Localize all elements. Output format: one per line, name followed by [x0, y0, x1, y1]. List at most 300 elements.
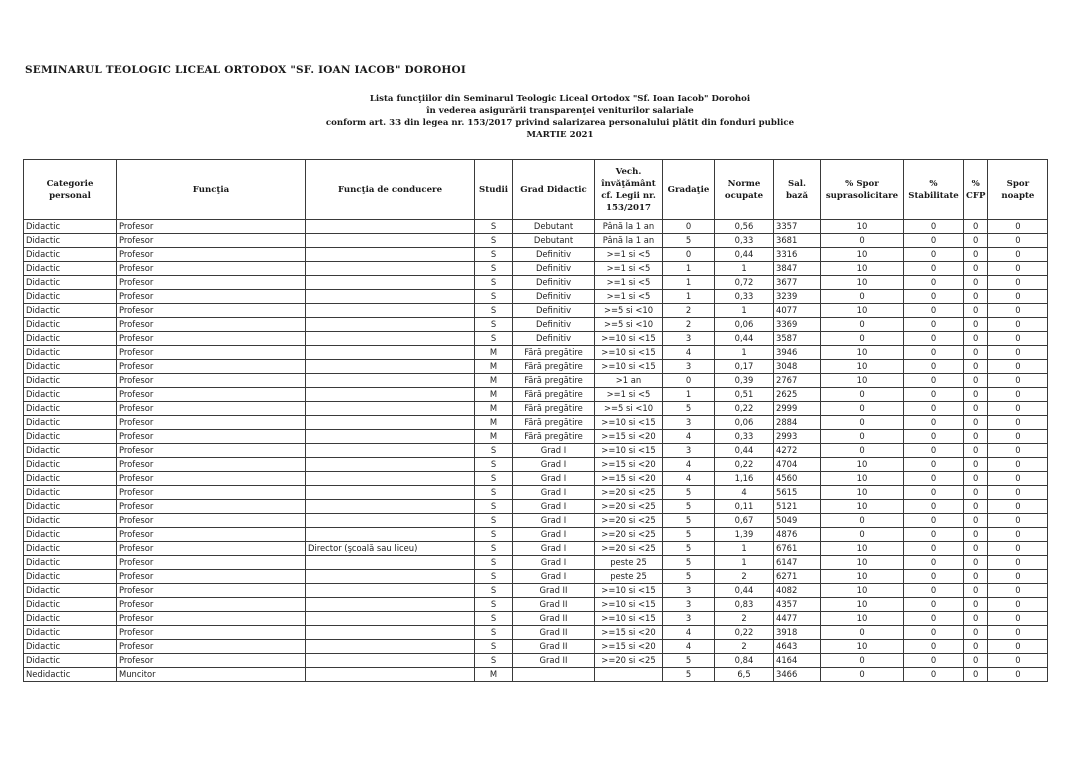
cell-gradatie: 5 — [663, 514, 715, 528]
cell-grad-didactic: Grad I — [513, 444, 595, 458]
salary-table — [23, 159, 1048, 682]
cell-functia-conducere — [306, 346, 475, 360]
cell-vechime: >1 an — [595, 374, 663, 388]
cell-categorie: Didactic — [24, 556, 117, 570]
cell-vechime: >=5 si <10 — [595, 304, 663, 318]
cell-stabilitate: 0 — [904, 248, 964, 262]
cell-cfp: 0 — [964, 612, 988, 626]
cell-cfp: 0 — [964, 654, 988, 668]
cell-studii: M — [475, 388, 513, 402]
cell-sal-baza: 3048 — [774, 360, 821, 374]
table-row — [24, 584, 1048, 598]
cell-stabilitate: 0 — [904, 654, 964, 668]
cell-sal-baza: 2884 — [774, 416, 821, 430]
cell-norme: 2 — [715, 612, 774, 626]
cell-functia: Profesor — [117, 276, 306, 290]
cell-grad-didactic: Debutant — [513, 220, 595, 234]
cell-cfp: 0 — [964, 402, 988, 416]
cell-functia: Profesor — [117, 430, 306, 444]
cell-categorie: Didactic — [24, 514, 117, 528]
cell-functia-conducere — [306, 556, 475, 570]
cell-gradatie: 3 — [663, 416, 715, 430]
header-functia: Funcţia — [117, 160, 306, 220]
cell-grad-didactic: Fără pregătire — [513, 374, 595, 388]
cell-sal-baza: 4164 — [774, 654, 821, 668]
cell-spor-noapte: 0 — [988, 486, 1048, 500]
cell-cfp: 0 — [964, 668, 988, 682]
cell-functia-conducere — [306, 626, 475, 640]
cell-vechime: >=10 si <15 — [595, 584, 663, 598]
cell-functia-conducere — [306, 598, 475, 612]
cell-grad-didactic — [513, 668, 595, 682]
cell-vechime: >=15 si <20 — [595, 430, 663, 444]
cell-sal-baza: 6761 — [774, 542, 821, 556]
table-row — [24, 626, 1048, 640]
cell-grad-didactic: Grad I — [513, 556, 595, 570]
cell-vechime: >=20 si <25 — [595, 542, 663, 556]
cell-functia: Profesor — [117, 626, 306, 640]
cell-norme: 0,84 — [715, 654, 774, 668]
table-row — [24, 500, 1048, 514]
cell-stabilitate: 0 — [904, 598, 964, 612]
cell-gradatie: 5 — [663, 486, 715, 500]
cell-spor-suprasolicitare: 0 — [821, 444, 904, 458]
cell-vechime: >=15 si <20 — [595, 640, 663, 654]
cell-grad-didactic: Definitiv — [513, 290, 595, 304]
cell-studii: S — [475, 612, 513, 626]
cell-cfp: 0 — [964, 528, 988, 542]
cell-categorie: Didactic — [24, 444, 117, 458]
cell-cfp: 0 — [964, 388, 988, 402]
cell-vechime: >=20 si <25 — [595, 528, 663, 542]
cell-stabilitate: 0 — [904, 290, 964, 304]
cell-categorie: Didactic — [24, 500, 117, 514]
cell-vechime: >=5 si <10 — [595, 402, 663, 416]
table-row — [24, 360, 1048, 374]
cell-stabilitate: 0 — [904, 500, 964, 514]
cell-grad-didactic: Fără pregătire — [513, 430, 595, 444]
cell-stabilitate: 0 — [904, 640, 964, 654]
cell-spor-noapte: 0 — [988, 444, 1048, 458]
cell-functia-conducere — [306, 402, 475, 416]
table-row — [24, 486, 1048, 500]
cell-functia-conducere — [306, 234, 475, 248]
cell-functia: Profesor — [117, 458, 306, 472]
cell-grad-didactic: Grad II — [513, 612, 595, 626]
cell-functia-conducere — [306, 332, 475, 346]
cell-stabilitate: 0 — [904, 402, 964, 416]
cell-stabilitate: 0 — [904, 472, 964, 486]
cell-functia-conducere — [306, 430, 475, 444]
cell-gradatie: 5 — [663, 528, 715, 542]
cell-cfp: 0 — [964, 584, 988, 598]
cell-grad-didactic: Grad I — [513, 528, 595, 542]
header-gradatie: Gradaţie — [663, 160, 715, 220]
cell-functia-conducere — [306, 248, 475, 262]
table-row — [24, 528, 1048, 542]
cell-cfp: 0 — [964, 458, 988, 472]
cell-categorie: Didactic — [24, 374, 117, 388]
cell-functia: Profesor — [117, 346, 306, 360]
cell-stabilitate: 0 — [904, 528, 964, 542]
cell-categorie: Didactic — [24, 528, 117, 542]
table-row — [24, 416, 1048, 430]
cell-grad-didactic: Grad I — [513, 570, 595, 584]
cell-stabilitate: 0 — [904, 542, 964, 556]
cell-spor-noapte: 0 — [988, 290, 1048, 304]
cell-cfp: 0 — [964, 276, 988, 290]
table-row — [24, 262, 1048, 276]
cell-spor-noapte: 0 — [988, 318, 1048, 332]
document-heading — [250, 93, 870, 141]
cell-categorie: Didactic — [24, 234, 117, 248]
cell-spor-noapte: 0 — [988, 430, 1048, 444]
table-row — [24, 388, 1048, 402]
cell-functia-conducere — [306, 416, 475, 430]
table-row — [24, 542, 1048, 556]
table-row — [24, 514, 1048, 528]
cell-functia: Profesor — [117, 304, 306, 318]
cell-vechime: >=20 si <25 — [595, 514, 663, 528]
cell-cfp: 0 — [964, 234, 988, 248]
cell-gradatie: 5 — [663, 500, 715, 514]
cell-categorie: Didactic — [24, 248, 117, 262]
cell-functia-conducere — [306, 570, 475, 584]
cell-sal-baza: 4477 — [774, 612, 821, 626]
cell-spor-suprasolicitare: 0 — [821, 514, 904, 528]
cell-functia: Profesor — [117, 332, 306, 346]
cell-functia: Profesor — [117, 472, 306, 486]
cell-spor-suprasolicitare: 10 — [821, 346, 904, 360]
cell-sal-baza: 4560 — [774, 472, 821, 486]
cell-spor-noapte: 0 — [988, 416, 1048, 430]
header-stabilitate: % Stabilitate — [904, 160, 964, 220]
table-row — [24, 346, 1048, 360]
cell-functia-conducere — [306, 444, 475, 458]
table-row — [24, 290, 1048, 304]
cell-norme: 0,22 — [715, 626, 774, 640]
cell-functia: Profesor — [117, 584, 306, 598]
cell-norme: 0,44 — [715, 332, 774, 346]
cell-gradatie: 0 — [663, 374, 715, 388]
cell-sal-baza: 3587 — [774, 332, 821, 346]
cell-spor-noapte: 0 — [988, 598, 1048, 612]
cell-spor-suprasolicitare: 10 — [821, 472, 904, 486]
cell-studii: S — [475, 290, 513, 304]
cell-norme: 1 — [715, 304, 774, 318]
cell-cfp: 0 — [964, 220, 988, 234]
cell-spor-noapte: 0 — [988, 584, 1048, 598]
cell-functia-conducere — [306, 304, 475, 318]
cell-studii: S — [475, 556, 513, 570]
cell-spor-suprasolicitare: 0 — [821, 388, 904, 402]
cell-functia: Profesor — [117, 248, 306, 262]
cell-gradatie: 5 — [663, 654, 715, 668]
cell-stabilitate: 0 — [904, 570, 964, 584]
cell-sal-baza: 2993 — [774, 430, 821, 444]
cell-functia: Profesor — [117, 486, 306, 500]
table-row — [24, 248, 1048, 262]
cell-vechime: peste 25 — [595, 570, 663, 584]
cell-categorie: Didactic — [24, 304, 117, 318]
header-categorie-personal: Categorie personal — [24, 160, 117, 220]
cell-functia: Profesor — [117, 220, 306, 234]
header-norme-ocupate: Norme ocupate — [715, 160, 774, 220]
cell-spor-suprasolicitare: 10 — [821, 556, 904, 570]
cell-categorie: Didactic — [24, 458, 117, 472]
cell-cfp: 0 — [964, 430, 988, 444]
cell-spor-noapte: 0 — [988, 542, 1048, 556]
cell-spor-suprasolicitare: 0 — [821, 402, 904, 416]
cell-categorie: Didactic — [24, 584, 117, 598]
cell-spor-suprasolicitare: 10 — [821, 584, 904, 598]
cell-categorie: Didactic — [24, 430, 117, 444]
cell-stabilitate: 0 — [904, 388, 964, 402]
cell-vechime: >=1 si <5 — [595, 290, 663, 304]
cell-functia: Profesor — [117, 640, 306, 654]
cell-cfp: 0 — [964, 640, 988, 654]
cell-gradatie: 3 — [663, 360, 715, 374]
cell-cfp: 0 — [964, 514, 988, 528]
cell-spor-suprasolicitare: 10 — [821, 304, 904, 318]
cell-categorie: Didactic — [24, 346, 117, 360]
table-row — [24, 332, 1048, 346]
cell-vechime: >=20 si <25 — [595, 500, 663, 514]
cell-grad-didactic: Fără pregătire — [513, 388, 595, 402]
cell-norme: 0,33 — [715, 430, 774, 444]
cell-spor-suprasolicitare: 10 — [821, 262, 904, 276]
cell-sal-baza: 5049 — [774, 514, 821, 528]
cell-spor-noapte: 0 — [988, 248, 1048, 262]
cell-categorie: Didactic — [24, 472, 117, 486]
header-studii: Studii — [475, 160, 513, 220]
cell-spor-suprasolicitare: 0 — [821, 528, 904, 542]
cell-spor-suprasolicitare: 0 — [821, 332, 904, 346]
cell-cfp: 0 — [964, 444, 988, 458]
cell-gradatie: 5 — [663, 542, 715, 556]
cell-gradatie: 3 — [663, 444, 715, 458]
cell-studii: S — [475, 514, 513, 528]
cell-functia: Profesor — [117, 444, 306, 458]
cell-functia-conducere — [306, 584, 475, 598]
cell-categorie: Didactic — [24, 654, 117, 668]
cell-cfp: 0 — [964, 542, 988, 556]
cell-sal-baza: 5121 — [774, 500, 821, 514]
cell-spor-noapte: 0 — [988, 556, 1048, 570]
cell-functia: Profesor — [117, 360, 306, 374]
cell-categorie: Didactic — [24, 612, 117, 626]
cell-grad-didactic: Grad II — [513, 598, 595, 612]
header-cfp: % CFP — [964, 160, 988, 220]
cell-grad-didactic: Definitiv — [513, 332, 595, 346]
cell-grad-didactic: Debutant — [513, 234, 595, 248]
cell-gradatie: 3 — [663, 584, 715, 598]
table-row — [24, 570, 1048, 584]
cell-stabilitate: 0 — [904, 556, 964, 570]
cell-norme: 0,33 — [715, 290, 774, 304]
cell-vechime: >=10 si <15 — [595, 332, 663, 346]
cell-categorie: Nedidactic — [24, 668, 117, 682]
table-row — [24, 304, 1048, 318]
cell-functia: Profesor — [117, 570, 306, 584]
cell-spor-noapte: 0 — [988, 304, 1048, 318]
cell-spor-noapte: 0 — [988, 360, 1048, 374]
cell-studii: S — [475, 458, 513, 472]
cell-functia: Profesor — [117, 528, 306, 542]
cell-sal-baza: 4643 — [774, 640, 821, 654]
cell-gradatie: 4 — [663, 626, 715, 640]
table-body — [24, 220, 1048, 682]
cell-sal-baza: 4077 — [774, 304, 821, 318]
cell-studii: M — [475, 374, 513, 388]
cell-norme: 0,44 — [715, 248, 774, 262]
cell-cfp: 0 — [964, 374, 988, 388]
cell-cfp: 0 — [964, 318, 988, 332]
cell-vechime: >=5 si <10 — [595, 318, 663, 332]
cell-grad-didactic: Grad II — [513, 626, 595, 640]
cell-sal-baza: 3681 — [774, 234, 821, 248]
cell-grad-didactic: Fără pregătire — [513, 416, 595, 430]
cell-functia-conducere — [306, 262, 475, 276]
cell-sal-baza: 3369 — [774, 318, 821, 332]
cell-stabilitate: 0 — [904, 346, 964, 360]
cell-categorie: Didactic — [24, 640, 117, 654]
cell-stabilitate: 0 — [904, 486, 964, 500]
cell-norme: 4 — [715, 486, 774, 500]
heading-line-4-period: MARTIE 2021 — [526, 130, 594, 140]
heading-line-2: în vederea asigurării transparenţei veniturilor salariale — [426, 106, 694, 116]
cell-functia: Profesor — [117, 402, 306, 416]
cell-sal-baza: 3918 — [774, 626, 821, 640]
cell-cfp: 0 — [964, 346, 988, 360]
cell-spor-noapte: 0 — [988, 514, 1048, 528]
cell-norme: 0,56 — [715, 220, 774, 234]
cell-functia-conducere — [306, 290, 475, 304]
cell-gradatie: 5 — [663, 668, 715, 682]
cell-grad-didactic: Grad I — [513, 542, 595, 556]
cell-functia: Profesor — [117, 514, 306, 528]
cell-spor-suprasolicitare: 10 — [821, 458, 904, 472]
cell-norme: 0,72 — [715, 276, 774, 290]
cell-spor-noapte: 0 — [988, 332, 1048, 346]
table-row — [24, 444, 1048, 458]
cell-stabilitate: 0 — [904, 444, 964, 458]
cell-functia-conducere — [306, 276, 475, 290]
cell-studii: S — [475, 654, 513, 668]
cell-spor-suprasolicitare: 0 — [821, 654, 904, 668]
table-row — [24, 318, 1048, 332]
cell-vechime: >=15 si <20 — [595, 626, 663, 640]
cell-cfp: 0 — [964, 248, 988, 262]
cell-gradatie: 3 — [663, 332, 715, 346]
cell-grad-didactic: Definitiv — [513, 262, 595, 276]
cell-norme: 6,5 — [715, 668, 774, 682]
cell-studii: S — [475, 304, 513, 318]
cell-grad-didactic: Fără pregătire — [513, 346, 595, 360]
cell-norme: 0,33 — [715, 234, 774, 248]
cell-functia: Profesor — [117, 388, 306, 402]
cell-spor-noapte: 0 — [988, 346, 1048, 360]
cell-gradatie: 0 — [663, 220, 715, 234]
cell-norme: 0,22 — [715, 402, 774, 416]
cell-categorie: Didactic — [24, 262, 117, 276]
cell-cfp: 0 — [964, 360, 988, 374]
cell-norme: 0,17 — [715, 360, 774, 374]
cell-sal-baza: 6147 — [774, 556, 821, 570]
cell-norme: 0,22 — [715, 458, 774, 472]
cell-sal-baza: 3239 — [774, 290, 821, 304]
table-row — [24, 402, 1048, 416]
cell-gradatie: 4 — [663, 458, 715, 472]
cell-vechime: >=10 si <15 — [595, 598, 663, 612]
header-spor-noapte: Spor noapte — [988, 160, 1048, 220]
cell-norme: 0,11 — [715, 500, 774, 514]
cell-cfp: 0 — [964, 626, 988, 640]
cell-cfp: 0 — [964, 262, 988, 276]
cell-gradatie: 2 — [663, 304, 715, 318]
cell-spor-noapte: 0 — [988, 458, 1048, 472]
cell-gradatie: 1 — [663, 262, 715, 276]
cell-grad-didactic: Definitiv — [513, 248, 595, 262]
cell-gradatie: 5 — [663, 570, 715, 584]
cell-studii: S — [475, 528, 513, 542]
cell-spor-noapte: 0 — [988, 500, 1048, 514]
cell-sal-baza: 6271 — [774, 570, 821, 584]
cell-categorie: Didactic — [24, 388, 117, 402]
cell-categorie: Didactic — [24, 332, 117, 346]
cell-norme: 0,39 — [715, 374, 774, 388]
cell-stabilitate: 0 — [904, 514, 964, 528]
cell-spor-suprasolicitare: 10 — [821, 276, 904, 290]
cell-sal-baza: 3466 — [774, 668, 821, 682]
cell-gradatie: 5 — [663, 556, 715, 570]
cell-spor-noapte: 0 — [988, 528, 1048, 542]
cell-cfp: 0 — [964, 304, 988, 318]
cell-vechime: >=10 si <15 — [595, 612, 663, 626]
cell-categorie: Didactic — [24, 360, 117, 374]
table-row — [24, 374, 1048, 388]
cell-studii: S — [475, 248, 513, 262]
cell-vechime: >=15 si <20 — [595, 472, 663, 486]
heading-line-3: conform art. 33 din legea nr. 153/2017 privind salarizarea personalului plătit din fonduri publice — [325, 118, 795, 128]
cell-norme: 1 — [715, 262, 774, 276]
cell-vechime: >=1 si <5 — [595, 248, 663, 262]
cell-stabilitate: 0 — [904, 584, 964, 598]
cell-categorie: Didactic — [24, 486, 117, 500]
cell-gradatie: 1 — [663, 290, 715, 304]
cell-cfp: 0 — [964, 332, 988, 346]
cell-spor-noapte: 0 — [988, 640, 1048, 654]
cell-studii: S — [475, 626, 513, 640]
cell-grad-didactic: Grad I — [513, 458, 595, 472]
cell-functia: Profesor — [117, 598, 306, 612]
cell-stabilitate: 0 — [904, 668, 964, 682]
cell-sal-baza: 2767 — [774, 374, 821, 388]
cell-studii: S — [475, 262, 513, 276]
cell-functia-conducere — [306, 486, 475, 500]
organization-title: SEMINARUL TEOLOGIC LICEAL ORTODOX "SF. IOAN IACOB" DOROHOI — [25, 64, 467, 76]
cell-spor-suprasolicitare: 10 — [821, 486, 904, 500]
cell-spor-noapte: 0 — [988, 262, 1048, 276]
cell-stabilitate: 0 — [904, 430, 964, 444]
cell-spor-noapte: 0 — [988, 388, 1048, 402]
cell-norme: 0,06 — [715, 318, 774, 332]
cell-norme: 0,51 — [715, 388, 774, 402]
cell-stabilitate: 0 — [904, 262, 964, 276]
cell-sal-baza: 4876 — [774, 528, 821, 542]
cell-stabilitate: 0 — [904, 626, 964, 640]
cell-norme: 1,39 — [715, 528, 774, 542]
